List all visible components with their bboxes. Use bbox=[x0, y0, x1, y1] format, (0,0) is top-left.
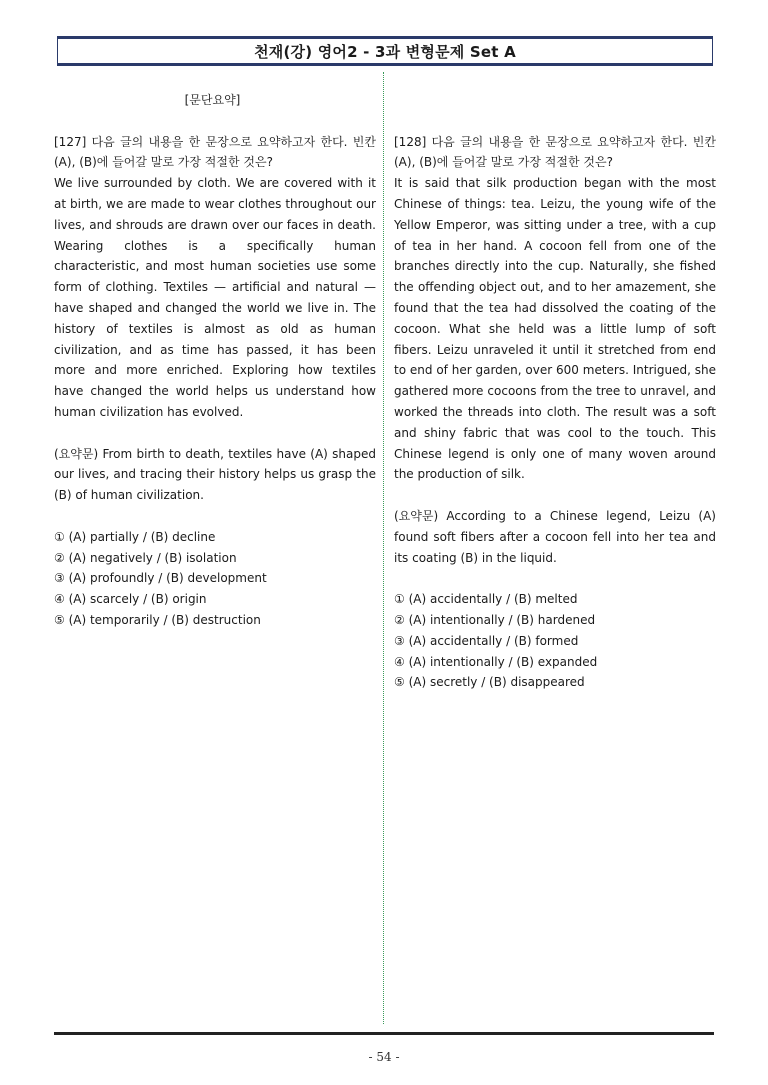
q128-choice-4[interactable]: ④ (A) intentionally / (B) expanded bbox=[394, 654, 598, 669]
q127-passage: We live surrounded by cloth. We are covered with it at birth, we are made to wear clothes throughout our lives, and shrouds are drawn over our faces in death. Wearing clothes is a specifically human characteristic, and most human societies use some form of clothing. Textiles — artificial and natural — have shaped and changed the world we live in. The history of textiles is almost as old as human civilization, and as time has passed, it has been more and more enriched. Exploring how textiles have changed the world helps us understand how human civilization has evolved. bbox=[54, 176, 376, 419]
right-column bbox=[394, 90, 716, 693]
section-label: [문단요약] bbox=[184, 93, 241, 107]
column-divider bbox=[383, 72, 384, 1024]
q128-prompt: [128] 다음 글의 내용을 한 문장으로 요약하고자 한다. 빈칸 (A), (B)에 들어갈 말로 가장 적절한 것은? bbox=[394, 134, 716, 170]
left-column bbox=[54, 90, 376, 631]
q127-summary: (요약문) From birth to death, textiles have (A) shaped our lives, and tracing their history helps us grasp the (B) of human civilization. bbox=[54, 446, 376, 503]
header-box bbox=[57, 36, 713, 66]
footer-rule bbox=[54, 1032, 714, 1035]
q128-choice-5[interactable]: ⑤ (A) secretly / (B) disappeared bbox=[394, 675, 585, 690]
q127-choices bbox=[54, 527, 376, 631]
q127-choice-5[interactable]: ⑤ (A) temporarily / (B) destruction bbox=[54, 612, 261, 627]
q127-choice-3[interactable]: ③ (A) profoundly / (B) development bbox=[54, 571, 267, 586]
page-title: 천재(강) 영어2 - 3과 변형문제 Set A bbox=[254, 42, 516, 61]
q128-choices bbox=[394, 589, 716, 693]
q128-choice-2[interactable]: ② (A) intentionally / (B) hardened bbox=[394, 612, 596, 627]
q127-prompt: [127] 다음 글의 내용을 한 문장으로 요약하고자 한다. 빈칸 (A), (B)에 들어갈 말로 가장 적절한 것은? bbox=[54, 134, 376, 170]
q127-choice-1[interactable]: ① (A) partially / (B) decline bbox=[54, 529, 216, 544]
q128-choice-1[interactable]: ① (A) accidentally / (B) melted bbox=[394, 592, 578, 607]
q127-choice-2[interactable]: ② (A) negatively / (B) isolation bbox=[54, 550, 237, 565]
q128-summary: (요약문) According to a Chinese legend, Leizu (A) found soft fibers after a cocoon fell into her tea and its coating (B) in the liquid. bbox=[394, 508, 716, 565]
q128-passage: It is said that silk production began with the most Chinese of things: tea. Leizu, the young wife of the Yellow Emperor, was sitting under a tree, with a cup of tea in her hand. A cocoon fell from one of the branches directly into the cup. Naturally, she fished the offending object out, and to her amazement, she found that the tea had dissolved the coating of the cocoon. What she held was a little lump of soft fibers. Leizu unraveled it until it stretched from end to end of her garden, over 600 meters. Intrigued, she gathered more cocoons from the tree to unravel, and worked the threads into cloth. The result was a soft and shiny fabric that was cool to the touch. This Chinese legend is only one of many woven around the production of silk. bbox=[394, 176, 716, 482]
q128-choice-3[interactable]: ③ (A) accidentally / (B) formed bbox=[394, 633, 579, 648]
page-number: - 54 - bbox=[368, 1050, 400, 1064]
q127-choice-4[interactable]: ④ (A) scarcely / (B) origin bbox=[54, 592, 207, 607]
